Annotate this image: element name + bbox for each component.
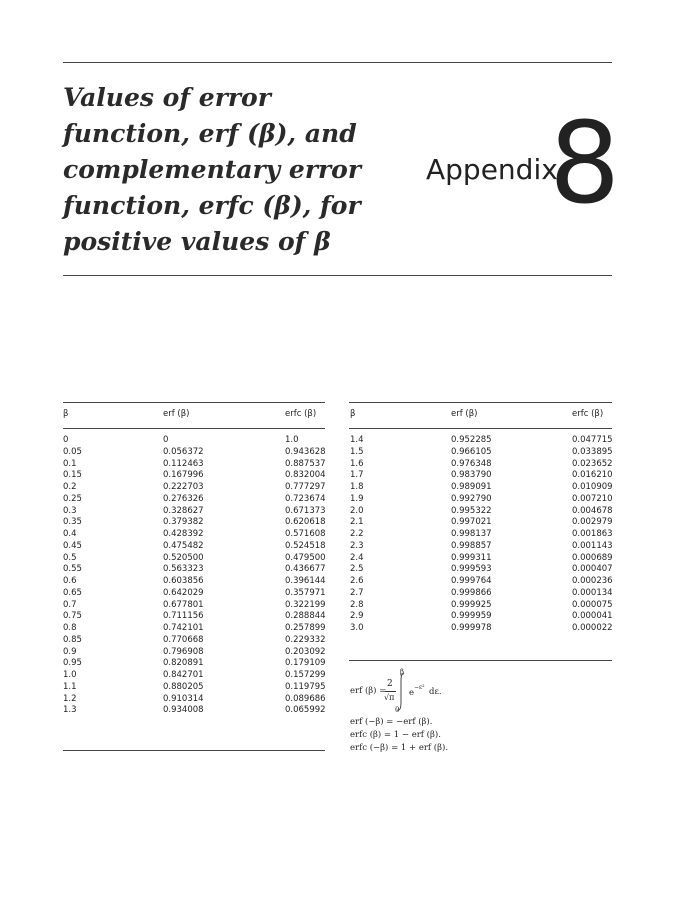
cell-erfc: 0.571608 bbox=[285, 529, 326, 539]
cell-beta: 0.2 bbox=[63, 482, 77, 492]
cell-beta: 1.1 bbox=[63, 681, 77, 692]
cell-erfc: 0.179109 bbox=[285, 658, 326, 669]
cell-beta: 1.9 bbox=[350, 493, 364, 504]
cell-erf: 0.999593 bbox=[451, 564, 492, 575]
cell-erfc: 0.001143 bbox=[572, 540, 613, 551]
table-row bbox=[350, 576, 612, 587]
table-row bbox=[63, 541, 325, 552]
cell-beta: 0.1 bbox=[63, 458, 77, 469]
cell-beta: 1.2 bbox=[63, 693, 77, 704]
table-row bbox=[350, 482, 612, 493]
table-row bbox=[63, 623, 325, 634]
cell-erf: 0.603856 bbox=[163, 576, 204, 586]
cell-erfc: 0.436677 bbox=[285, 564, 326, 575]
title-line: Values of error bbox=[63, 83, 271, 112]
cell-beta: 0.6 bbox=[63, 576, 77, 586]
cell-erfc: 0.943628 bbox=[285, 446, 326, 457]
cell-beta: 3.0 bbox=[350, 623, 364, 633]
table-row bbox=[63, 482, 325, 493]
table-row bbox=[63, 694, 325, 705]
cell-erf: 0.992790 bbox=[451, 493, 492, 504]
cell-erf: 0.983790 bbox=[451, 470, 492, 481]
title-line: positive values of β bbox=[63, 227, 331, 256]
integral-lower-limit: 0 bbox=[395, 706, 400, 714]
cell-erfc: 0.000134 bbox=[572, 587, 613, 598]
cell-erfc: 0.887537 bbox=[285, 458, 326, 469]
cell-erf: 0.998857 bbox=[451, 540, 492, 551]
cell-erf: 0.999978 bbox=[451, 623, 492, 633]
title-line: complementary error bbox=[63, 155, 362, 184]
integrand-base: e bbox=[409, 688, 415, 698]
cell-beta: 2.0 bbox=[350, 505, 364, 516]
cell-beta: 0.5 bbox=[63, 552, 77, 563]
cell-erf: 0.989091 bbox=[451, 482, 492, 492]
cell-beta: 0.9 bbox=[63, 646, 77, 657]
cell-erf: 0.563323 bbox=[163, 564, 204, 575]
table-row bbox=[63, 682, 325, 693]
cell-beta: 2.1 bbox=[350, 517, 364, 528]
table-row bbox=[63, 553, 325, 564]
title-bottom-rule bbox=[63, 275, 612, 276]
cell-beta: 0.05 bbox=[63, 446, 82, 457]
cell-beta: 2.6 bbox=[350, 576, 364, 586]
header-erfc: erfc (β) bbox=[572, 409, 604, 419]
cell-beta: 0.4 bbox=[63, 529, 77, 539]
cell-beta: 0.15 bbox=[63, 470, 82, 481]
cell-erf: 0.820891 bbox=[163, 658, 204, 669]
cell-erf: 0.056372 bbox=[163, 446, 204, 457]
table-row bbox=[63, 494, 325, 505]
table-row bbox=[63, 459, 325, 470]
cell-beta: 1.3 bbox=[63, 705, 77, 716]
cell-beta: 1.6 bbox=[350, 458, 364, 469]
left-table-bottom-rule bbox=[63, 750, 325, 751]
table-row bbox=[63, 658, 325, 669]
cell-erfc: 0.000022 bbox=[572, 623, 613, 633]
cell-beta: 0.75 bbox=[63, 611, 82, 622]
cell-erfc: 0.524518 bbox=[285, 540, 326, 551]
formula-lhs: erf (β) = bbox=[350, 686, 387, 696]
cell-beta: 0.65 bbox=[63, 587, 82, 598]
cell-erf: 0.711156 bbox=[163, 611, 204, 622]
cell-erfc: 0.396144 bbox=[285, 576, 326, 586]
cell-beta: 0.35 bbox=[63, 517, 82, 528]
cell-beta: 0.45 bbox=[63, 540, 82, 551]
cell-erf: 0.999764 bbox=[451, 576, 492, 586]
cell-beta: 2.5 bbox=[350, 564, 364, 575]
cell-beta: 1.5 bbox=[350, 446, 364, 457]
cell-erf: 0 bbox=[163, 435, 169, 445]
cell-erfc: 0.620618 bbox=[285, 517, 326, 528]
cell-erfc: 0.203092 bbox=[285, 646, 326, 657]
header-erf: erf (β) bbox=[163, 409, 190, 419]
cell-erfc: 0.000041 bbox=[572, 611, 613, 622]
cell-erf: 0.742101 bbox=[163, 623, 204, 633]
right-table-body bbox=[350, 435, 613, 633]
formula-fraction-numerator: 2 bbox=[387, 679, 393, 689]
cell-erfc: 0.016210 bbox=[572, 470, 613, 481]
cell-erf: 0.999311 bbox=[451, 552, 492, 563]
cell-erf: 0.998137 bbox=[451, 529, 492, 539]
table-row bbox=[63, 564, 325, 575]
table-row bbox=[350, 541, 612, 552]
right-table-top-rule bbox=[349, 402, 612, 403]
cell-erfc: 0.000407 bbox=[572, 564, 613, 575]
cell-erf: 0.842701 bbox=[163, 670, 204, 680]
cell-erf: 0.475482 bbox=[163, 540, 204, 551]
table-row bbox=[63, 470, 325, 481]
cell-beta: 0.85 bbox=[63, 634, 82, 645]
cell-erf: 0.995322 bbox=[451, 505, 492, 516]
cell-beta: 0.95 bbox=[63, 658, 82, 669]
cell-erf: 0.997021 bbox=[451, 517, 492, 528]
cell-erf: 0.677801 bbox=[163, 599, 204, 610]
table-row bbox=[350, 588, 612, 599]
cell-erfc: 0.157299 bbox=[285, 670, 326, 680]
cell-beta: 0.25 bbox=[63, 493, 82, 504]
table-row bbox=[350, 435, 612, 446]
integrand-exponent: −ε² bbox=[414, 684, 425, 691]
cell-erf: 0.112463 bbox=[163, 458, 204, 469]
table-row bbox=[63, 576, 325, 587]
cell-erf: 0.976348 bbox=[451, 458, 492, 469]
cell-erfc: 0.357971 bbox=[285, 587, 326, 598]
table-row bbox=[63, 611, 325, 622]
cell-erfc: 0.001863 bbox=[572, 529, 613, 539]
cell-erfc: 0.723674 bbox=[285, 493, 326, 504]
table-row bbox=[350, 506, 612, 517]
cell-erf: 0.952285 bbox=[451, 435, 492, 445]
right-table-bottom-rule bbox=[349, 660, 612, 661]
cell-erfc: 1.0 bbox=[285, 435, 299, 445]
cell-erfc: 0.322199 bbox=[285, 599, 326, 610]
cell-erf: 0.428392 bbox=[163, 529, 204, 539]
table-row bbox=[350, 447, 612, 458]
cell-erfc: 0.023652 bbox=[572, 458, 613, 469]
cell-erfc: 0.832004 bbox=[285, 470, 326, 481]
right-table-header bbox=[350, 409, 612, 423]
table-row bbox=[63, 588, 325, 599]
identity-3: erfc (−β) = 1 + erf (β). bbox=[350, 743, 449, 753]
cell-beta: 1.7 bbox=[350, 470, 364, 481]
cell-erf: 0.379382 bbox=[163, 517, 204, 528]
table-row bbox=[63, 529, 325, 540]
cell-beta: 2.4 bbox=[350, 552, 364, 563]
differential: dε. bbox=[429, 687, 442, 697]
appendix-number: 8 bbox=[549, 99, 621, 229]
appendix-label: Appendix bbox=[426, 153, 558, 186]
cell-erfc: 0.089686 bbox=[285, 693, 326, 704]
cell-erf: 0.167996 bbox=[163, 470, 204, 481]
cell-beta: 0.55 bbox=[63, 564, 82, 575]
table-row bbox=[350, 600, 612, 611]
title-line: function, erf (β), and bbox=[63, 119, 357, 148]
left-table-top-rule bbox=[63, 402, 325, 403]
table-row bbox=[350, 459, 612, 470]
cell-beta: 1.4 bbox=[350, 435, 364, 445]
left-table-header bbox=[63, 409, 325, 423]
table-row bbox=[350, 494, 612, 505]
cell-erfc: 0.000075 bbox=[572, 599, 613, 610]
table-row bbox=[63, 435, 325, 446]
cell-erf: 0.880205 bbox=[163, 681, 204, 692]
cell-erf: 0.222703 bbox=[163, 482, 204, 492]
header-erfc: erfc (β) bbox=[285, 409, 317, 419]
right-table-header-rule bbox=[349, 428, 612, 429]
formula-fraction-denominator: √π bbox=[384, 693, 395, 702]
top-rule bbox=[63, 62, 612, 63]
identity-1: erf (−β) = −erf (β). bbox=[350, 717, 433, 727]
header-beta: β bbox=[63, 409, 69, 419]
cell-erf: 0.770668 bbox=[163, 634, 204, 645]
cell-erf: 0.796908 bbox=[163, 646, 204, 657]
cell-erf: 0.276326 bbox=[163, 493, 204, 504]
identity-2: erfc (β) = 1 − erf (β). bbox=[350, 730, 441, 740]
cell-erf: 0.934008 bbox=[163, 705, 204, 716]
left-table-body bbox=[63, 435, 326, 716]
table-row bbox=[350, 470, 612, 481]
title-line: function, erfc (β), for bbox=[63, 191, 361, 220]
cell-erfc: 0.065992 bbox=[285, 705, 326, 716]
table-row bbox=[350, 517, 612, 528]
erf-definition bbox=[349, 668, 609, 758]
table-row bbox=[350, 623, 612, 634]
cell-erfc: 0.229332 bbox=[285, 634, 326, 645]
cell-erfc: 0.000689 bbox=[572, 552, 613, 563]
cell-beta: 2.2 bbox=[350, 529, 364, 539]
cell-beta: 0.8 bbox=[63, 623, 77, 633]
cell-erfc: 0.777297 bbox=[285, 482, 326, 492]
table-row bbox=[63, 447, 325, 458]
cell-erf: 0.999925 bbox=[451, 599, 492, 610]
cell-erf: 0.642029 bbox=[163, 587, 204, 598]
table-row bbox=[63, 506, 325, 517]
table-row bbox=[63, 647, 325, 658]
cell-beta: 1.8 bbox=[350, 482, 364, 492]
cell-beta: 2.8 bbox=[350, 599, 364, 610]
cell-erfc: 0.288844 bbox=[285, 611, 326, 622]
cell-beta: 2.7 bbox=[350, 587, 364, 598]
header-beta: β bbox=[350, 409, 356, 419]
table-row bbox=[63, 635, 325, 646]
header-erf: erf (β) bbox=[451, 409, 478, 419]
left-table-header-rule bbox=[63, 428, 325, 429]
table-row bbox=[63, 705, 325, 716]
cell-erfc: 0.004678 bbox=[572, 505, 613, 516]
table-row bbox=[63, 670, 325, 681]
cell-beta: 2.3 bbox=[350, 540, 364, 551]
cell-erfc: 0.479500 bbox=[285, 552, 326, 563]
table-row bbox=[63, 600, 325, 611]
cell-erf: 0.520500 bbox=[163, 552, 204, 563]
cell-beta: 2.9 bbox=[350, 611, 364, 622]
table-row bbox=[350, 553, 612, 564]
cell-erfc: 0.002979 bbox=[572, 517, 613, 528]
cell-beta: 1.0 bbox=[63, 670, 77, 680]
cell-erf: 0.910314 bbox=[163, 693, 204, 704]
cell-erfc: 0.047715 bbox=[572, 435, 613, 445]
cell-beta: 0 bbox=[63, 435, 69, 445]
cell-erfc: 0.010909 bbox=[572, 482, 613, 492]
table-row bbox=[350, 564, 612, 575]
cell-erf: 0.999959 bbox=[451, 611, 492, 622]
cell-beta: 0.7 bbox=[63, 599, 77, 610]
cell-erfc: 0.000236 bbox=[572, 576, 613, 586]
formula-fraction-bar bbox=[385, 691, 396, 692]
table-row bbox=[63, 517, 325, 528]
cell-beta: 0.3 bbox=[63, 505, 77, 516]
cell-erfc: 0.257899 bbox=[285, 623, 326, 633]
cell-erf: 0.328627 bbox=[163, 505, 204, 516]
cell-erfc: 0.671373 bbox=[285, 505, 326, 516]
cell-erfc: 0.119795 bbox=[285, 681, 326, 692]
integral-upper-limit: β bbox=[400, 668, 405, 676]
cell-erfc: 0.033895 bbox=[572, 446, 613, 457]
cell-erf: 0.966105 bbox=[451, 446, 492, 457]
cell-erfc: 0.007210 bbox=[572, 493, 613, 504]
page-title bbox=[63, 80, 383, 260]
cell-erf: 0.999866 bbox=[451, 587, 492, 598]
table-row bbox=[350, 611, 612, 622]
table-row bbox=[350, 529, 612, 540]
